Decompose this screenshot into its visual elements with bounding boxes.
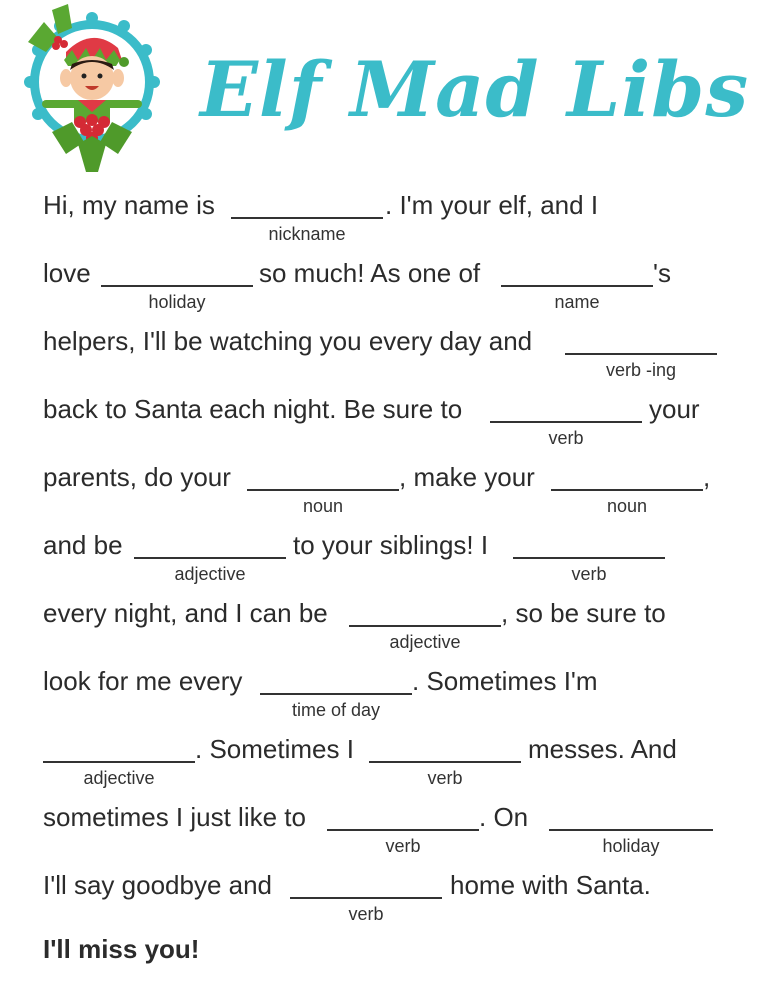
story-text: , make your — [399, 462, 535, 492]
fill-in-blank[interactable] — [134, 528, 286, 584]
story-text: back to Santa each night. Be sure to — [43, 394, 463, 424]
blank-underline — [501, 285, 653, 287]
blank-underline — [260, 693, 412, 695]
blank-underline — [349, 625, 501, 627]
fill-in-blank[interactable] — [513, 528, 665, 584]
blank-underline — [327, 829, 479, 831]
fill-in-blank[interactable] — [565, 324, 717, 380]
fill-in-blank[interactable] — [549, 800, 713, 856]
story-text: . I'm your elf, and I — [385, 190, 599, 220]
fill-in-blank[interactable] — [327, 800, 479, 856]
elf-icon — [22, 4, 162, 176]
blank-hint-label: verb — [548, 428, 584, 448]
story-text: every night, and I can be — [43, 598, 328, 628]
blank-underline — [565, 353, 717, 355]
story-text: and be — [43, 530, 123, 560]
blank-hint-label: nickname — [268, 224, 346, 244]
story-text: sometimes I just like to — [43, 802, 306, 832]
blank-underline — [513, 557, 665, 559]
blank-underline — [490, 421, 642, 423]
fill-in-blank[interactable] — [551, 460, 703, 516]
blank-hint-label: holiday — [602, 836, 660, 856]
blank-hint-label: time of day — [291, 700, 381, 720]
blank-underline — [369, 761, 521, 763]
story-text: I'll say goodbye and — [43, 870, 273, 900]
blank-hint-label: noun — [302, 496, 344, 516]
story-text: messes. And — [528, 734, 677, 764]
elf-wreath-logo — [22, 4, 162, 176]
blank-underline — [231, 217, 383, 219]
story-text: 's — [653, 258, 671, 288]
blank-hint-label: name — [554, 292, 600, 312]
blank-underline — [101, 285, 253, 287]
blank-underline — [247, 489, 399, 491]
story-text: parents, do your — [43, 462, 231, 492]
fill-in-blank[interactable] — [349, 596, 501, 652]
blank-underline — [549, 829, 713, 831]
story-text: helpers, I'll be watching you every day and — [43, 326, 533, 356]
blank-hint-label: noun — [606, 496, 648, 516]
story-text: home with Santa. — [450, 870, 651, 900]
story-text: . On — [479, 802, 529, 832]
blank-underline — [43, 761, 195, 763]
story-text: your — [649, 394, 700, 424]
blank-hint-label: adjective — [83, 768, 155, 788]
fill-in-blank[interactable] — [247, 460, 399, 516]
story-text: look for me every — [43, 666, 243, 696]
blank-underline — [551, 489, 703, 491]
blank-hint-label: verb — [571, 564, 607, 584]
fill-in-blank[interactable] — [369, 732, 521, 788]
blank-hint-label: holiday — [148, 292, 206, 312]
fill-in-blank[interactable] — [231, 188, 383, 244]
blank-hint-label: verb — [348, 904, 384, 924]
story-text: to your siblings! I — [293, 530, 489, 560]
fill-in-blank[interactable] — [290, 868, 442, 924]
closing-line: I'll miss you! — [43, 934, 200, 964]
story-text: , — [703, 462, 711, 492]
story-text: Hi, my name is — [43, 190, 215, 220]
fill-in-blank[interactable] — [101, 256, 253, 312]
fill-in-blank[interactable] — [501, 256, 653, 312]
fill-in-blank[interactable] — [43, 732, 195, 788]
story-text: , so be sure to — [501, 598, 666, 628]
blank-hint-label: verb -ing — [605, 360, 677, 380]
blank-hint-label: verb — [385, 836, 421, 856]
blank-hint-label: adjective — [174, 564, 246, 584]
page-title: Elf Mad Libs — [200, 45, 750, 134]
blank-underline — [290, 897, 442, 899]
story-text: . Sometimes I'm — [412, 666, 598, 696]
blank-underline — [134, 557, 286, 559]
story-text: so much! As one of — [259, 258, 481, 288]
fill-in-blank[interactable] — [490, 392, 642, 448]
blank-hint-label: verb — [427, 768, 463, 788]
story-text: . Sometimes I — [195, 734, 354, 764]
fill-in-blank[interactable] — [260, 664, 412, 720]
blank-hint-label: adjective — [389, 632, 461, 652]
story-text: love — [43, 258, 91, 288]
